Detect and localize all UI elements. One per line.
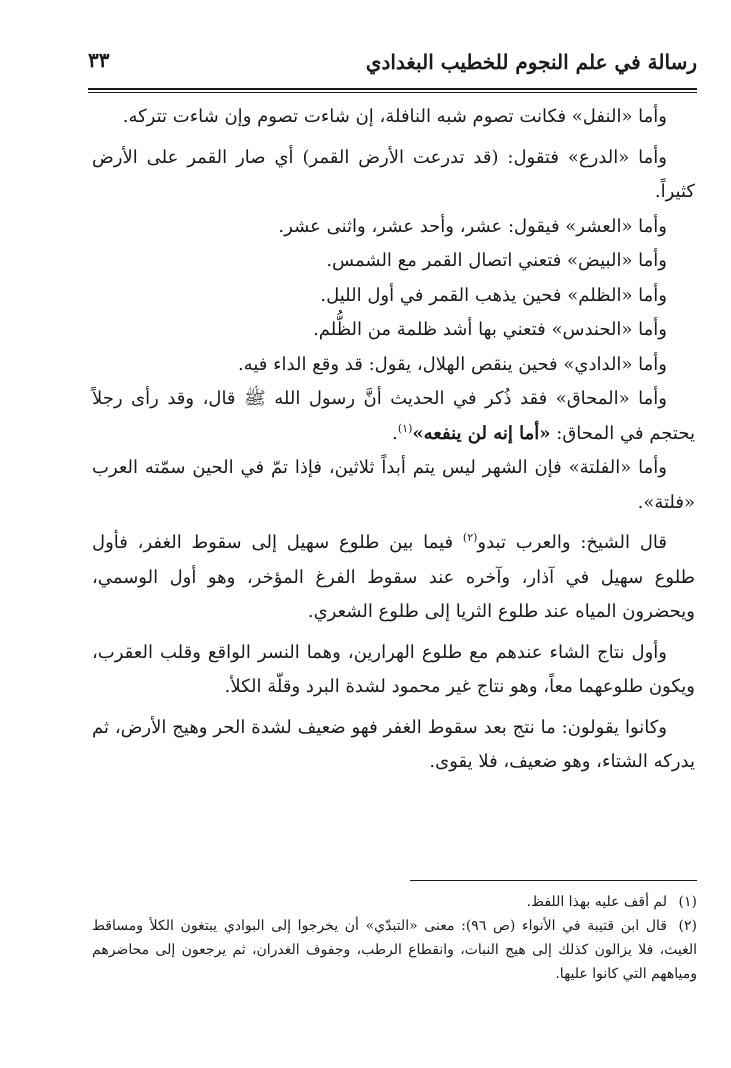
main-text	[92, 100, 695, 780]
paragraph	[92, 526, 695, 630]
footnotes	[92, 890, 697, 986]
footnote-number: (١)	[678, 894, 697, 910]
paragraph: وأما «الدرع» فتقول: (قد تدرعت الأرض القمر) أي صار القمر على الأرض كثيراً.	[92, 146, 695, 202]
header-rule	[88, 88, 697, 90]
hadith-quote: «أما إنه لن ينفعه»	[412, 422, 551, 444]
paragraph-text: قال الشيخ: والعرب تبدو	[477, 532, 668, 553]
paragraph	[92, 382, 695, 451]
paragraph: وأما «الفلتة» فإن الشهر ليس يتم أبداً ثلاثين، فإذا تمّ في الحين سمّته العرب «فلتة».	[92, 457, 695, 513]
paragraph: وأما «الدادي» فحين ينقص الهلال، يقول: قد وقع الداء فيه.	[237, 353, 667, 375]
footnote-number: (٢)	[678, 918, 697, 934]
running-title: رسالة في علم النجوم للخطيب البغدادي	[365, 50, 697, 74]
footnote-ref: (٢)	[462, 531, 478, 544]
footnote	[92, 914, 697, 986]
paragraph: وأما «الظلم» فحين يذهب القمر في أول الليل.	[320, 284, 667, 306]
footnote-rule	[410, 880, 697, 881]
footnote-text: قال ابن قتيبة في الأنواء (ص ٩٦): معنى «التبدّي» أن يخرجوا إلى البوادي يبتغون الكلأ ومساقط الغيث، فلا يزالون كذلك إلى هيج النبات، وانقطاع الرطب، وجفوف الغدران، ثم يرجعون إلى محاضرهم ومياههم التي كانوا عليها.	[92, 918, 697, 982]
header-rule-thin	[88, 92, 697, 93]
paragraph: وأما «النفل» فكانت تصوم شبه النافلة، إن شاءت تصوم وإن شاءت تتركه.	[122, 106, 667, 127]
footnote-text: لم أقف عليه بهذا اللفظ.	[526, 894, 667, 910]
paragraph: وأما «الحندس» فتعني بها أشد ظلمة من الظُّلم.	[313, 319, 667, 340]
page-number: ٣٣	[88, 48, 110, 72]
paragraph: وأول نتاج الشاء عندهم مع طلوع الهرارين، وهما النسر الواقع وقلب العقرب، ويكون طلوعهما معاً، وهو نتاج غير محمود لشدة البرد وقلّة الكلأ.	[92, 641, 695, 697]
paragraph-text: فيما بين طلوع سهيل إلى سقوط الغفر، فأول طلوع سهيل في آذار، وآخره عند سقوط الفرغ المؤخر، وهو أول الوسمي، ويحضرون المياه عند طلوع الثريا إلى طلوع الشعري.	[92, 532, 695, 622]
footnote	[92, 890, 697, 914]
paragraph: وأما «العشر» فيقول: عشر، وأحد عشر، واثنى عشر.	[278, 215, 667, 237]
paragraph-text: وأما «المحاق» فقد ذُكر في الحديث أنَّ رسول الله ﷺ قال، وقد رأى رجلاً يحتجم في المحاق:	[92, 388, 695, 444]
running-header	[88, 42, 697, 88]
footnote-ref: (١)	[397, 421, 413, 435]
paragraph-text: .	[392, 422, 398, 444]
paragraph: وكانوا يقولون: ما نتج بعد سقوط الغفر فهو ضعيف لشدة الحر وهيج الأرض، ثم يدركه الشتاء، وهو ضعيف، فلا يقوى.	[92, 716, 695, 772]
paragraph: وأما «البيض» فتعني اتصال القمر مع الشمس.	[326, 250, 667, 271]
